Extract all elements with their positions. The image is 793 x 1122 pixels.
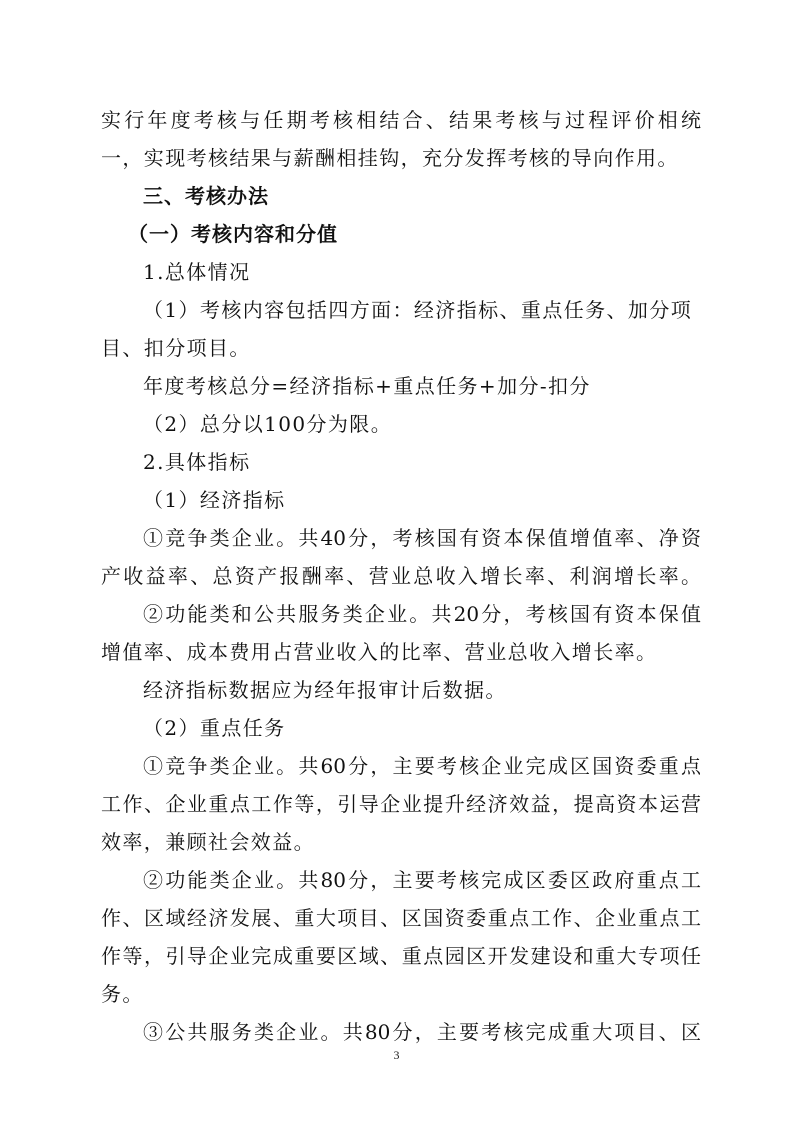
paragraph-line: ②功能类企业。共80分，主要考核完成区委区政府重点工 xyxy=(143,868,701,892)
paragraph-line: 工作、企业重点工作等，引导企业提升经济效益，提高资本运营 xyxy=(101,792,701,816)
paragraph-line: 经济指标数据应为经年报审计后数据。 xyxy=(143,678,507,702)
paragraph-line: ①竞争类企业。共60分，主要考核企业完成区国资委重点 xyxy=(143,754,701,778)
item-heading: （1）经济指标 xyxy=(143,488,286,512)
page-number: 3 xyxy=(393,1048,400,1062)
paragraph-line: 实行年度考核与任期考核相结合、结果考核与过程评价相统 xyxy=(101,108,701,132)
paragraph-line: 增值率、成本费用占营业收入的比率、营业总收入增长率。 xyxy=(101,640,658,664)
item-heading: 1.总体情况 xyxy=(143,260,251,284)
paragraph-line: ②功能类和公共服务类企业。共20分，考核国有资本保值 xyxy=(143,602,701,626)
paragraph-line: ①竞争类企业。共40分，考核国有资本保值增值率、净资 xyxy=(143,526,701,550)
paragraph-line: ③公共服务类企业。共80分，主要考核完成重大项目、区 xyxy=(143,1020,701,1044)
paragraph-line: （2）总分以100分为限。 xyxy=(143,412,393,436)
paragraph-line: 目、扣分项目。 xyxy=(101,336,251,360)
formula-line: 年度考核总分=经济指标+重点任务+加分-扣分 xyxy=(143,374,591,398)
paragraph-line: 务。 xyxy=(101,982,144,1006)
section-heading: 三、考核办法 xyxy=(143,184,269,208)
paragraph-line: 作、区域经济发展、重大项目、区国资委重点工作、企业重点工 xyxy=(101,906,701,930)
item-heading: （2）重点任务 xyxy=(143,716,286,740)
paragraph-line: 一，实现考核结果与薪酬相挂钩，充分发挥考核的导向作用。 xyxy=(101,146,679,170)
paragraph-line: 产收益率、总资产报酬率、营业总收入增长率、利润增长率。 xyxy=(101,564,701,588)
paragraph-line: （1）考核内容包括四方面：经济指标、重点任务、加分项 xyxy=(143,298,693,322)
paragraph-line: 效率，兼顾社会效益。 xyxy=(101,830,315,854)
item-heading: 2.具体指标 xyxy=(143,450,251,474)
paragraph-line: 作等，引导企业完成重要区域、重点园区开发建设和重大专项任 xyxy=(101,944,701,968)
subsection-heading: （一）考核内容和分值 xyxy=(128,222,338,246)
